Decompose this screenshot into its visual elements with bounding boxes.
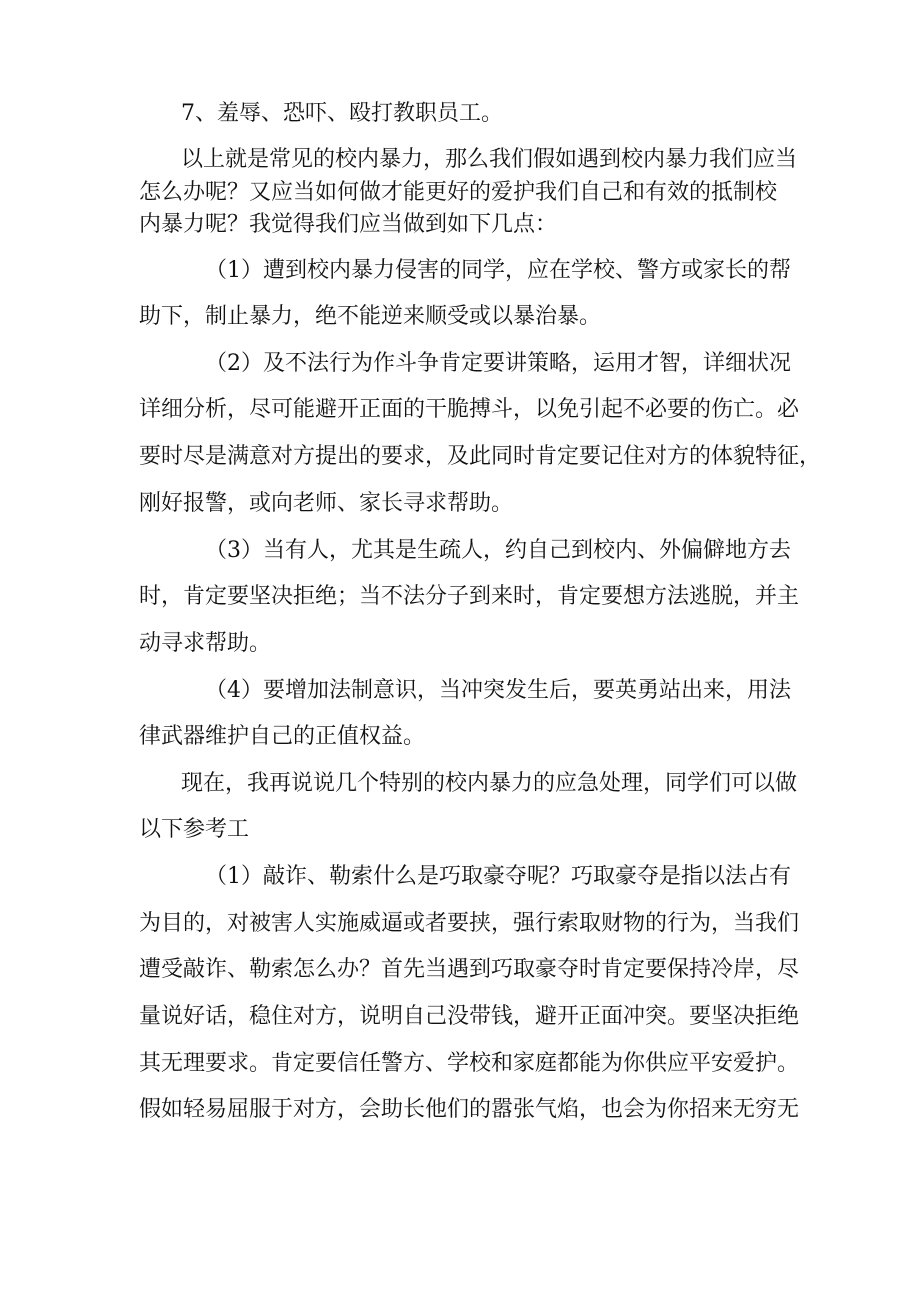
- paragraph-emergency-line: 以下参考工: [139, 817, 250, 842]
- point-4-line: （4）要增加法制意识，当冲突发生后，要英勇站出来，用法: [205, 678, 791, 703]
- point-2-line: 刚好报警，或向老师、家长寻求帮助。: [139, 491, 514, 516]
- extortion-point-line: 为目的，对被害人实施威逼或者要挟，强行索取财物的行为，当我们: [139, 911, 800, 936]
- extortion-point-line: 其无理要求。肯定要信任警方、学校和家庭都能为你供应平安爱护。: [139, 1051, 800, 1076]
- paragraph-intro-line: 怎么办呢？又应当如何做才能更好的爱护我们自己和有效的抵制校: [139, 180, 778, 205]
- point-1-line: （1）遭到校内暴力侵害的同学，应在学校、警方或家长的帮: [205, 258, 791, 283]
- extortion-point-line: 量说好话，稳住对方，说明自己没带钱，避开正面冲突。要坚决拒绝: [139, 1004, 800, 1029]
- extortion-point-line: 假如轻易屈服于对方，会助长他们的嚣张气焰，也会为你招来无穷无: [139, 1097, 800, 1122]
- point-3-line: 动寻求帮助。: [139, 631, 272, 656]
- extortion-point-line: （1）敲诈、勒索什么是巧取豪夺呢？巧取豪夺是指以法占有: [205, 864, 791, 889]
- point-3-line: （3）当有人，尤其是生疏人，约自己到校内、外偏僻地方去: [205, 538, 791, 563]
- list-item-7: 7、羞辱、恐吓、殴打教职员工。: [181, 101, 503, 126]
- point-2-line: 要时尽是满意对方提出的要求，及此同时肯定要记住对方的体貌特征，: [139, 444, 822, 469]
- paragraph-intro-line: 以上就是常见的校内暴力，那么我们假如遇到校内暴力我们应当: [181, 147, 798, 172]
- point-2-line: （2）及不法行为作斗争肯定要讲策略，运用才智，详细状况: [205, 351, 791, 376]
- extortion-point-line: 遭受敲诈、勒索怎么办？首先当遇到巧取豪夺时肯定要保持冷岸，尽: [139, 957, 800, 982]
- point-3-line: 时，肯定要坚决拒绝；当不法分子到来时，肯定要想方法逃脱，并主: [139, 584, 800, 609]
- point-4-line: 律武器维护自己的正值权益。: [139, 724, 426, 749]
- point-2-line: 详细分析，尽可能避开正面的干脆搏斗，以免引起不必要的伤亡。必: [139, 397, 800, 422]
- paragraph-emergency-line: 现在，我再说说几个特别的校内暴力的应急处理，同学们可以做: [181, 771, 798, 796]
- paragraph-intro-line: 内暴力呢？我觉得我们应当做到如下几点：: [139, 212, 558, 237]
- point-1-line: 助下，制止暴力，绝不能逆来顺受或以暴治暴。: [139, 304, 602, 329]
